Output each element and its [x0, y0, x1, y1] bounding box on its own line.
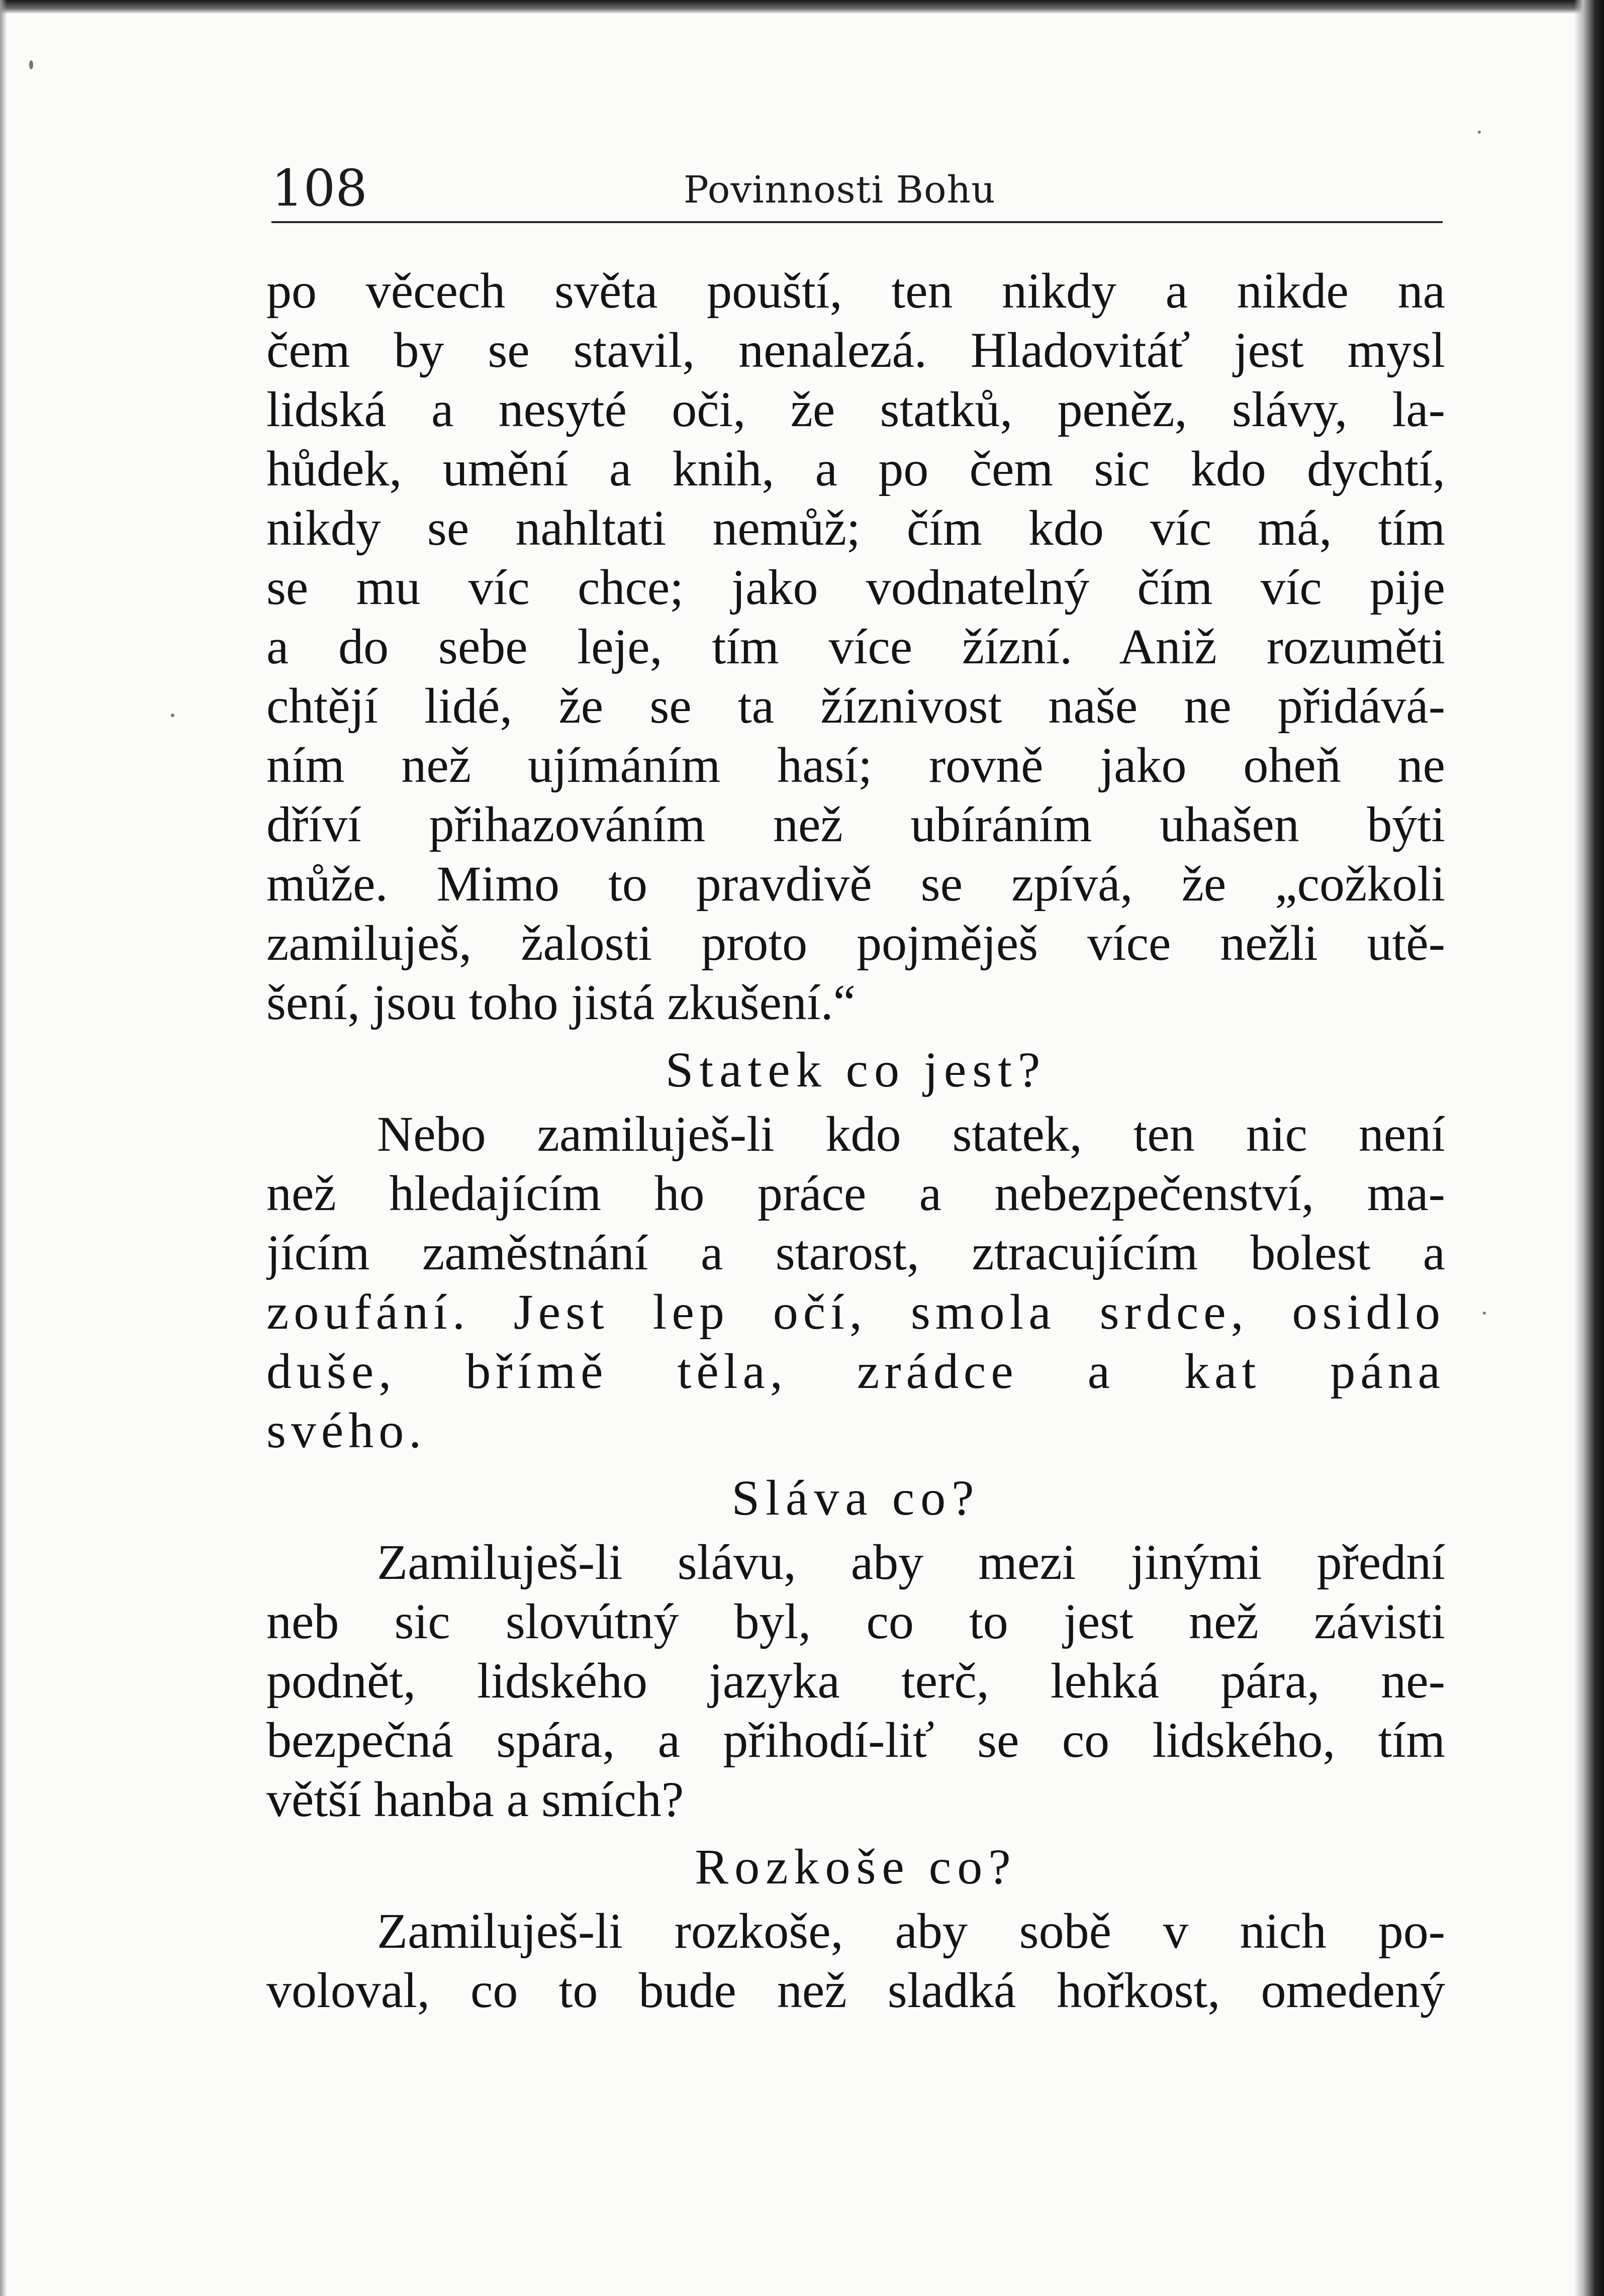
text-line: zamiluješ, žalosti proto pojměješ více nežli utě- — [266, 915, 1445, 971]
text-line: duše, břímě těla, zrádce a kat pána — [266, 1343, 1445, 1399]
text-line: hůdek, umění a knih, a po čem sic kdo dychtí, — [266, 441, 1445, 496]
running-head: Povinnosti Bohu — [684, 168, 996, 212]
text-line: jícím zaměstnání a starost, ztracujícím bolest a — [266, 1225, 1445, 1280]
text-line: svého. — [266, 1403, 427, 1458]
page-header — [271, 157, 1443, 227]
text-line: voloval, co to bude než sladká hořkost, omedený — [266, 1962, 1445, 2018]
text-line: než hledajícím ho práce a nebezpečenství, ma- — [266, 1165, 1445, 1221]
page-body — [266, 261, 1445, 2020]
text-line: větší hanba a smích? — [266, 1771, 684, 1827]
text-line: ním než ujímáním hasí; rovně jako oheň ne — [266, 737, 1445, 793]
scan-edge-left — [0, 0, 7, 2296]
scan-speck — [1478, 131, 1481, 134]
text-line: Zamiluješ-li slávu, aby mezi jinými přední — [377, 1534, 1445, 1590]
scan-speck — [1483, 1312, 1486, 1315]
scan-speck — [171, 714, 174, 717]
text-line: šení, jsou toho jistá zkušení.“ — [266, 974, 856, 1030]
text-line: zoufání. Jest lep očí, smola srdce, osidlo — [266, 1284, 1445, 1340]
text-line: a do sebe leje, tím více žízní. Aniž rozuměti — [266, 619, 1445, 674]
text-line: podnět, lidského jazyka terč, lehká pára, ne- — [266, 1653, 1445, 1709]
scan-speck — [29, 60, 33, 69]
scan-edge-right — [1574, 0, 1604, 2296]
section-heading-rozkose: Rozkoše co? — [695, 1839, 1017, 1894]
paragraph-statek — [266, 1105, 1445, 1460]
paragraph-opening — [266, 261, 1445, 1032]
text-line: lidská a nesyté oči, že statků, peněz, slávy, la- — [266, 381, 1445, 437]
scan-edge-top — [0, 0, 1604, 14]
section-heading-slava: Sláva co? — [731, 1470, 980, 1526]
text-line: dříví přihazováním než ubíráním uhašen býti — [266, 796, 1445, 852]
text-line: nikdy se nahltati nemůž; čím kdo víc má, tím — [266, 500, 1445, 556]
section-heading-statek: Statek co jest? — [665, 1042, 1047, 1097]
text-line: Nebo zamiluješ-li kdo statek, ten nic není — [377, 1106, 1445, 1162]
text-line: po věcech světa pouští, ten nikdy a nikde na — [266, 263, 1445, 319]
header-rule — [271, 221, 1443, 223]
text-line: chtějí lidé, že se ta žíznivost naše ne přidává- — [266, 678, 1445, 734]
page-number: 108 — [271, 159, 367, 218]
text-line: neb sic slovútný byl, co to jest než závisti — [266, 1593, 1445, 1649]
text-line: může. Mimo to pravdivě se zpívá, že „cožkoli — [266, 856, 1445, 912]
text-line: se mu víc chce; jako vodnatelný čím víc pije — [266, 559, 1445, 615]
text-line: Zamiluješ-li rozkoše, aby sobě v nich po- — [377, 1903, 1445, 1959]
text-line: bezpečná spára, a přihodí-liť se co lidského, tím — [266, 1712, 1445, 1768]
text-line: čem by se stavil, nenalezá. Hladovitáť jest mysl — [266, 322, 1445, 378]
paragraph-rozkose — [266, 1902, 1445, 2020]
paragraph-slava — [266, 1533, 1445, 1829]
